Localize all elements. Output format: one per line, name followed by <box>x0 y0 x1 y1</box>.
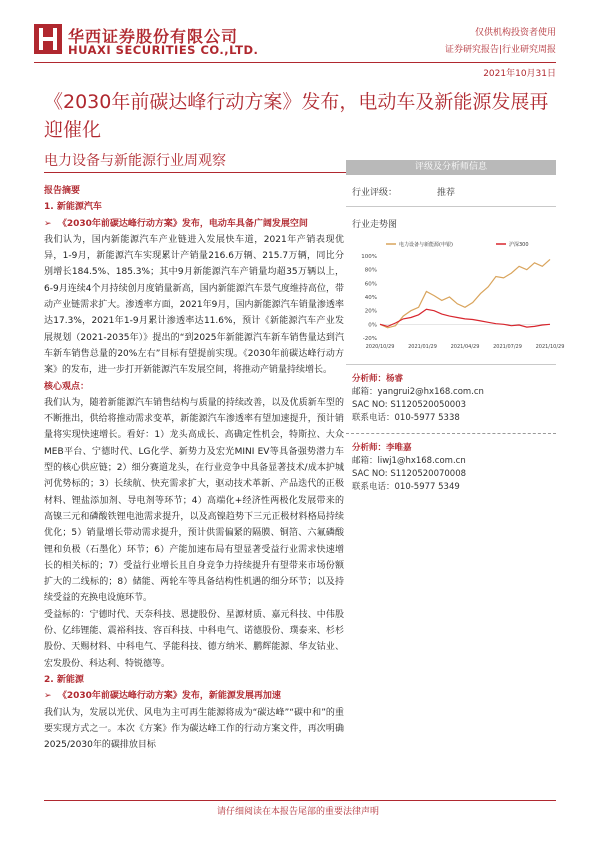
series-line-0 <box>380 259 550 327</box>
company-name-en: HUAXI SECURITIES CO.,LTD. <box>68 43 259 57</box>
rating-label: 行业评级： <box>352 188 398 198</box>
x-tick-label: 2021/07/29 <box>493 344 522 350</box>
page-header <box>0 0 596 79</box>
summary-heading: 报告摘要 <box>44 186 81 196</box>
y-tick-label: 60% <box>364 281 377 288</box>
x-tick-label: 2021/01/29 <box>408 344 437 350</box>
subtitle-divider <box>44 172 346 173</box>
legend-label-1: 沪深300 <box>509 242 529 248</box>
company-name-cn: 华西证券股份有限公司 <box>68 27 239 46</box>
rating-panel <box>346 160 565 494</box>
analyst-2-sac: SAC NO: S1120520070008 <box>352 469 467 479</box>
y-tick-label: 80% <box>364 267 377 274</box>
rating-row <box>346 185 556 198</box>
core-view-paragraph: 我们认为，随着新能源汽车销售结构与质量的持续改善，以及优质新车型的不断推出，供给将推动需求变革，新能源汽车渗透率有望加速提升，预计销量将实现快速增长。看好：1）龙头高成长、高确定性机会，特斯拉、大众MEB平台、宁德时代、LG化学、新势力及宏光MINI EV等具备强势潜力车型的核心供应链；2）细分赛道龙头，在行业竞争中具备显著技术/成本护城河优势标的；3）长续航、快充需求扩大，驱动技术革新、产品迭代的正极材料、锂盐添加剂、导电剂等环节；4）高端化+经济性两极化发展带来的高镍三元和磷酸铁锂电池需求提升，以及高镍趋势下三元正极材料格局持续优化；5）销量增长带动需求提升，预计供需偏紧的隔膜、铜箔、六氟磷酸锂和负极（石墨化）环节；6）产能加速布局有望显著受益行业需求快速增长的相关标的；7）受益行业增长且自身竞争力持续提升有望带来市场份额扩大的二线标的；8）储能、两轮车等具备结构性机遇的细分环节；以及持续受益的充换电设施环节。 <box>44 397 344 604</box>
analyst-1 <box>346 373 556 425</box>
analyst-divider <box>346 433 556 434</box>
newenergy-bullet <box>44 688 344 704</box>
ev-paragraph: 我们认为，国内新能源汽车产业链进入发展快车道，2021年产销表现优异，1-9月，新能源汽车实现累计产销量216.6万辆、215.7万辆，同比分别增长184.5%、185.3%；其中9月新能源汽车产销量均超35万辆以上，6-9月连续4个月持续创月度销量新高，国内新能源汽车景气度维持高位，带动产业链需求扩大。渗透率方面，2021年9月，国内新能源汽车销量渗透率达17.3%，2021年1-9月累计渗透率达11.6%，预计《新能源汽车产业发展规划（2021-2035年）》提出的“到2025年新能源汽车新车销售量达到汽车新车销售总量的20%左右”目标有望提前实现。《2030年前碳达峰行动方案》的发布，进一步打开新能源汽车发展空间，将推动产销量持续增长。 <box>44 234 344 376</box>
analyst-2-tel: 联系电话：010-5977 5349 <box>352 482 460 492</box>
trend-chart-svg <box>346 238 565 356</box>
newenergy-bullet-text: 《2030年前碳达峰行动方案》发布，新能源发展再加速 <box>57 691 281 702</box>
analyst-1-name: 分析师：杨睿 <box>352 374 404 384</box>
ev-bullet-text: 《2030年前碳达峰行动方案》发布，电动车具备广阔发展空间 <box>57 218 308 229</box>
huaxi-logo-icon <box>34 24 62 54</box>
x-tick-label: 2020/10/29 <box>365 344 395 350</box>
rating-value: 推荐 <box>437 188 456 198</box>
analyst-2 <box>346 442 556 494</box>
analyst-2-name: 分析师：李唯嘉 <box>352 443 412 453</box>
section-ev-heading: 1. 新能源汽车 <box>44 202 102 213</box>
analyst-1-tel: 联系电话：010-5977 5338 <box>352 413 460 423</box>
report-type: 证券研究报告|行业研究周报 <box>444 45 556 55</box>
section-newenergy-heading: 2. 新能源 <box>44 674 84 685</box>
beneficiaries-paragraph: 受益标的：宁德时代、天奈科技、恩捷股份、星源材质、嘉元科技、中伟股份、亿纬锂能、震裕科技、容百科技、中科电气、诺德股份、璞泰来、杉杉股份、天赐材料、中科电气、孚能科技、德方纳米、鹏辉能源、华友钴业、宏发股份、科达利、特锐德等。 <box>44 609 344 669</box>
y-tick-label: 20% <box>364 308 377 315</box>
newenergy-paragraph: 我们认为，发展以光伏、风电为主可再生能源将成为“碳达峰”“碳中和”的重要实现方式之一。本次《方案》作为碳达峰工作的行动方案文件，再次明确2025/2030年的碳排放目标 <box>44 707 344 751</box>
legend-label-0: 电力设备与新能源(申银) <box>399 242 453 248</box>
y-tick-label: 40% <box>364 295 377 301</box>
analyst-2-email[interactable]: 邮箱：liwj1@hx168.com.cn <box>352 456 466 466</box>
footer-divider <box>44 800 556 801</box>
y-tick-label: 0% <box>368 322 377 329</box>
analyst-1-email[interactable]: 邮箱：yangrui2@hx168.com.cn <box>352 387 484 397</box>
rating-panel-header: 评级及分析师信息 <box>346 160 556 175</box>
audience-note: 仅供机构投资者使用 <box>474 28 556 38</box>
bullet-arrow-icon: ➢ <box>44 691 58 702</box>
bullet-arrow-icon: ➢ <box>44 218 58 229</box>
trend-chart-title: 行业走势图 <box>352 220 398 230</box>
rating-divider <box>346 206 556 207</box>
x-tick-label: 2021/10/29 <box>535 344 565 350</box>
report-date: 2021年10月31日 <box>483 69 556 79</box>
core-view-heading: 核心观点： <box>44 381 90 392</box>
x-tick-label: 2021/04/29 <box>450 344 480 350</box>
y-tick-label: 100% <box>361 254 377 260</box>
ev-bullet <box>44 216 344 232</box>
legal-footer: 请仔细阅读在本报告尾部的重要法律声明 <box>216 807 379 817</box>
trend-chart <box>346 238 565 356</box>
y-tick-label: -20% <box>362 336 377 342</box>
summary-column <box>44 183 344 753</box>
header-divider <box>34 62 556 63</box>
report-subtitle: 电力设备与新能源行业周观察 <box>44 153 226 169</box>
analyst-1-sac: SAC NO: S1120520050003 <box>352 400 467 410</box>
report-title: 《2030年前碳达峰行动方案》发布，电动车及新能源发展再迎催化 <box>44 91 549 141</box>
